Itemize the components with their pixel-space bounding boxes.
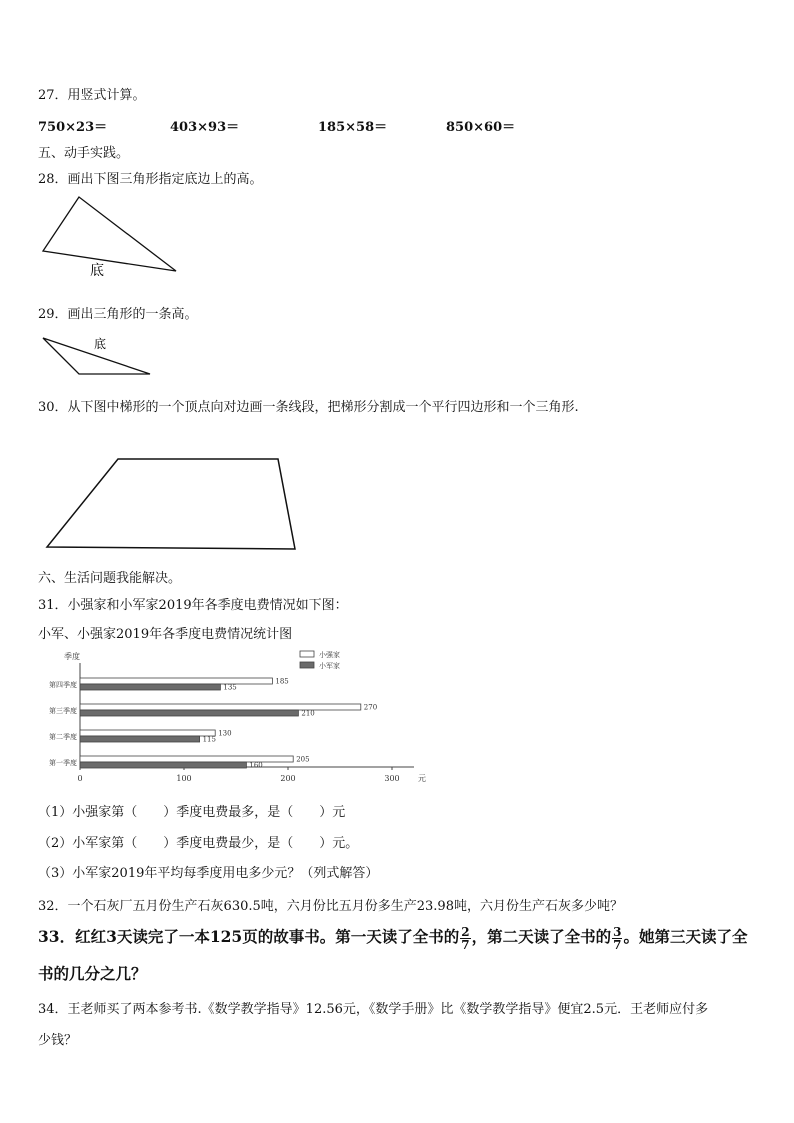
legend-swatch-0 [300,651,314,657]
bar-value-1-0: 135 [223,683,237,692]
q31-sub2: （2）小军家第（ ）季度电费最少，是（ ）元。 [38,836,359,851]
legend-label-1: 小军家 [319,662,340,670]
q28-triangle-figure [0,190,200,280]
section-5-heading: 五、动手实践。 [38,146,130,161]
category-label-3: 第一季度 [49,759,77,767]
bar-value-1-2: 115 [202,735,216,744]
bar-1-3 [80,762,246,768]
q31-sub3: （3）小军家2019年平均每季度用电多少元？（列式解答） [38,866,379,881]
q30-trapezoid [47,459,295,549]
q28-title: 28．画出下图三角形指定底边上的高。 [38,172,263,187]
q29-triangle-figure [0,330,170,380]
q32-title: 32．一个石灰厂五月份生产石灰630.5吨，六月份比五月份多生产23.98吨，六月份生产石灰多少吨？ [38,899,623,914]
x-tick-label-1: 100 [176,774,192,783]
q31-sub1: （1）小强家第（ ）季度电费最多，是（ ）元 [38,805,346,820]
calc-item-4: 850×60＝ [446,120,516,135]
bar-1-2 [80,736,200,742]
bar-0-2 [80,730,215,736]
bar-value-0-0: 185 [275,677,289,686]
x-tick-label-2: 200 [280,774,296,783]
bar-1-0 [80,684,220,690]
legend-label-0: 小强家 [319,651,340,659]
x-tick-label-3: 300 [384,774,400,783]
x-axis-label: 元 [418,774,426,783]
bar-1-1 [80,710,298,716]
chart-title: 小军、小强家2019年各季度电费情况统计图 [38,627,293,642]
q33-f2-numerator: 3 [613,924,622,939]
q33-f1-numerator: 2 [461,924,470,939]
q33-part2: ，第二天读了全书的 [471,927,612,946]
section-6-heading: 六、生活问题我能解决。 [38,571,182,586]
q33-line1 [38,925,747,951]
calc-item-3: 185×58＝ [318,120,388,135]
q33-f1-denominator: 7 [461,937,470,952]
bar-value-1-3: 160 [249,761,263,770]
y-axis-label: 季度 [64,652,80,661]
bar-chart [0,645,440,790]
q29-title: 29．画出三角形的一条高。 [38,307,198,322]
bar-value-0-2: 130 [218,729,232,738]
q34-line1: 34．王老师买了两本参考书.《数学教学指导》12.56元，《数学手册》比《数学教学指导》便宜2.5元．王老师应付多 [38,1002,709,1017]
calc-item-1: 750×23＝ [38,120,108,135]
q33-fraction-2 [612,926,622,951]
q28-triangle [43,197,176,271]
bar-value-0-1: 270 [363,703,378,712]
q30-trapezoid-figure [0,450,320,560]
q34-line2: 少钱？ [38,1033,78,1048]
q33-line2: 书的几分之几？ [38,964,147,983]
q27-title: 27．用竖式计算。 [38,88,146,103]
q33-f2-denominator: 7 [613,937,622,952]
category-label-0: 第四季度 [49,681,77,689]
category-label-1: 第三季度 [49,707,77,715]
q31-title: 31．小强家和小军家2019年各季度电费情况如下图： [38,598,348,613]
q33-part3: 。她第三天读了全 [623,927,748,946]
category-label-2: 第二季度 [49,733,77,741]
bar-0-0 [80,678,272,684]
x-tick-label-0: 0 [77,774,83,783]
q30-title: 30．从下图中梯形的一个顶点向对边画一条线段，把梯形分割成一个平行四边形和一个三角形. [38,400,579,415]
bar-value-0-3: 205 [296,755,310,764]
q29-base-label: 底 [94,337,107,351]
bar-0-1 [80,704,361,710]
legend-swatch-1 [300,662,314,668]
calc-item-2: 403×93＝ [170,120,240,135]
q33-part1: 33．红红3天读完了一本125页的故事书。第一天读了全书的 [38,927,460,946]
q28-base-label: 底 [90,263,104,279]
q33-fraction-1 [460,926,470,951]
bar-value-1-1: 210 [301,709,315,718]
